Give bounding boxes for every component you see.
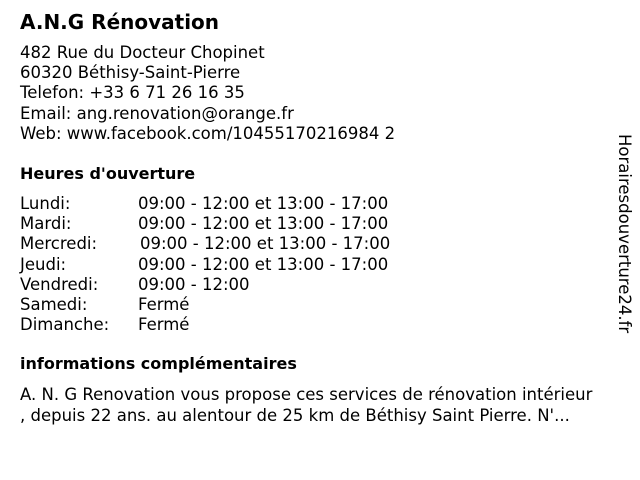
day-label: Mercredi:	[20, 234, 98, 254]
hours-value: 09:00 - 12:00 et 13:00 - 17:00	[138, 214, 389, 234]
day-label: Jeudi:	[20, 254, 67, 274]
hours-value: 09:00 - 12:00 et 13:00 - 17:00	[138, 254, 389, 274]
hours-value: 09:00 - 12:00 et 13:00 - 17:00	[140, 234, 391, 254]
street-address: 482 Rue du Docteur Chopinet	[20, 43, 265, 62]
day-label: Vendredi:	[20, 274, 99, 294]
hours-value: 09:00 - 12:00	[138, 274, 250, 294]
company-name: A.N.G Rénovation	[20, 10, 220, 34]
info-line: A. N. G Renovation vous propose ces services de rénovation intérieur	[20, 385, 593, 404]
watermark-text: Horairesdouverture24.fr	[615, 134, 634, 334]
day-label: Dimanche:	[20, 315, 110, 335]
additional-info-title: informations complémentaires	[20, 354, 297, 373]
additional-info-text	[20, 384, 630, 426]
phone-number: Telefon: +33 6 71 26 16 35	[20, 83, 245, 103]
watermark	[612, 134, 636, 344]
day-label: Mardi:	[20, 214, 72, 234]
website: Web: www.facebook.com/10455170216984 2	[20, 123, 396, 143]
contact-block	[20, 43, 395, 144]
day-label: Lundi:	[20, 194, 71, 213]
info-line: , depuis 22 ans. au alentour de 25 km de Béthisy Saint Pierre. N'...	[20, 406, 570, 425]
city-address: 60320 Béthisy-Saint-Pierre	[20, 63, 241, 83]
opening-hours-title: Heures d'ouverture	[20, 164, 196, 183]
hours-value: Fermé	[138, 315, 190, 335]
hours-value: Fermé	[138, 294, 190, 314]
email-address: Email: ang.renovation@orange.fr	[20, 103, 294, 123]
day-label: Samedi:	[20, 294, 88, 314]
hours-value: 09:00 - 12:00 et 13:00 - 17:00	[138, 194, 389, 213]
